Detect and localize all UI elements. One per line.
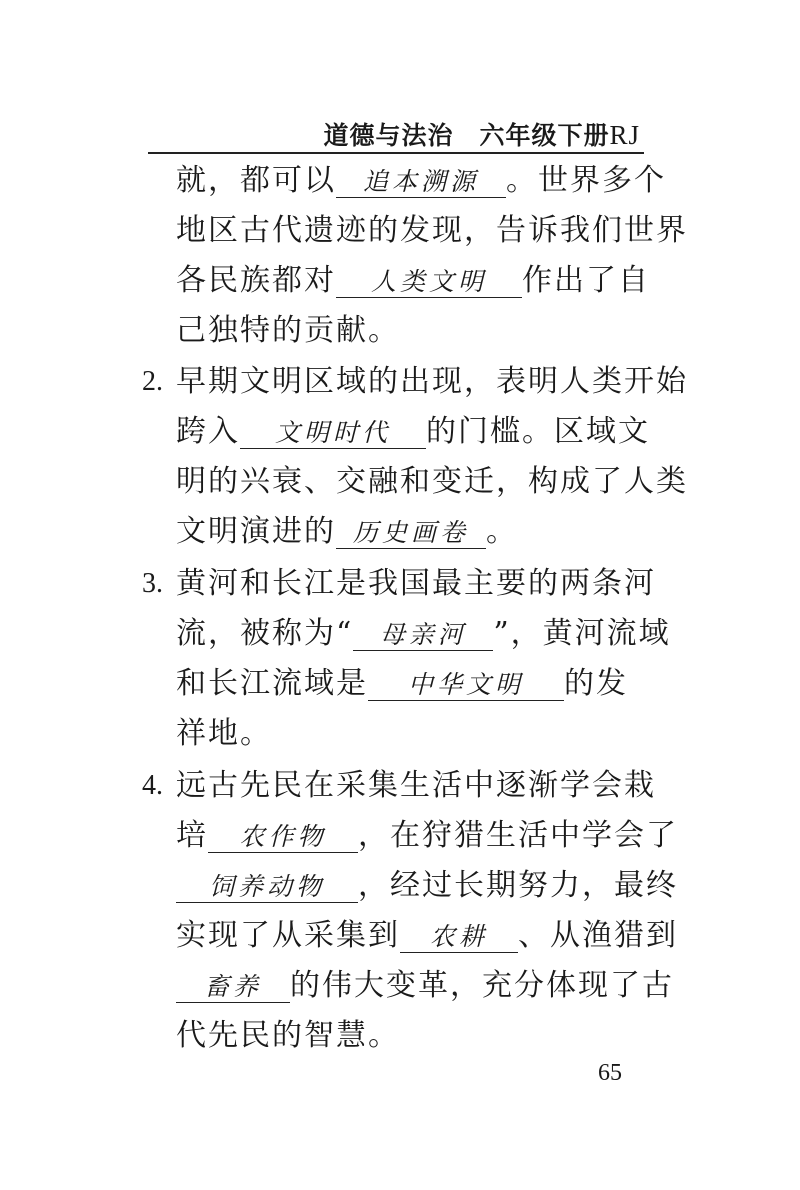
q2-line-3: 明的兴衰、交融和变迁，构成了人类 (176, 464, 688, 499)
header-grade: 六年级下册 (479, 121, 610, 150)
q1-text: 。世界多个 (506, 163, 666, 198)
q4-line-6: 代先民的智慧。 (176, 1018, 400, 1053)
q1-text: 就，都可以 (176, 163, 336, 198)
q1-line-3 (176, 263, 650, 299)
q4-text: 实现了从采集到 (176, 918, 400, 953)
answer-blank: 中华文明 (368, 670, 564, 701)
q4-text: ，经过长期努力，最终 (358, 868, 678, 903)
header-edition: RJ (609, 120, 640, 150)
answer-blank: 农作物 (208, 822, 358, 853)
q3-line-2 (176, 616, 671, 652)
q4-text: 、从渔猎到 (518, 918, 678, 953)
q1-line-2: 地区古代遗迹的发现，告诉我们世界 (176, 213, 688, 248)
answer-blank: 母亲河 (353, 620, 493, 651)
q2-line-2 (176, 414, 650, 450)
question-number: 4. (142, 770, 163, 801)
q4-text: 培 (176, 818, 208, 853)
q2-line-4 (176, 514, 518, 550)
answer-blank: 农耕 (400, 922, 518, 953)
q2-text: 文明演进的 (176, 514, 336, 549)
answer-blank: 人类文明 (336, 267, 522, 298)
page-number: 65 (598, 1060, 622, 1086)
answer-blank: 畜养 (176, 972, 290, 1003)
q3-line-4: 祥地。 (176, 716, 272, 751)
answer-blank: 历史画卷 (336, 518, 486, 549)
q1-line-1 (176, 163, 666, 199)
header-subject: 道德与法治 (323, 121, 454, 150)
q4-line-3 (176, 868, 678, 904)
q1-text: 作出了自 (522, 263, 650, 298)
q4-line-1: 远古先民在采集生活中逐渐学会栽 (176, 768, 656, 803)
q4-text: 的伟大变革，充分体现了古 (290, 968, 674, 1003)
q3-line-3 (176, 666, 628, 702)
q2-line-1: 早期文明区域的出现，表明人类开始 (176, 364, 688, 399)
q2-text: 的门槛。区域文 (426, 414, 650, 449)
q1-text: 各民族都对 (176, 263, 336, 298)
header-title (323, 116, 640, 152)
q4-line-5 (176, 968, 674, 1004)
question-number: 2. (142, 366, 163, 397)
q3-line-1: 黄河和长江是我国最主要的两条河 (176, 566, 656, 601)
q3-text: 和长江流域是 (176, 666, 368, 701)
q3-text: 的发 (564, 666, 628, 701)
answer-blank: 饲养动物 (176, 872, 358, 903)
q3-text: ”，黄河流域 (493, 616, 671, 651)
q1-line-4: 己独特的贡献。 (176, 313, 400, 348)
answer-blank: 文明时代 (240, 418, 426, 449)
q2-text: 跨入 (176, 414, 240, 449)
page-header (148, 108, 644, 154)
q3-text: 流，被称为“ (176, 616, 354, 651)
q4-line-4 (176, 918, 678, 954)
question-number: 3. (142, 568, 163, 599)
answer-blank: 追本溯源 (336, 167, 506, 198)
q4-text: ，在狩猎生活中学会了 (358, 818, 678, 853)
q2-text: 。 (486, 514, 518, 549)
q4-line-2 (176, 818, 678, 854)
